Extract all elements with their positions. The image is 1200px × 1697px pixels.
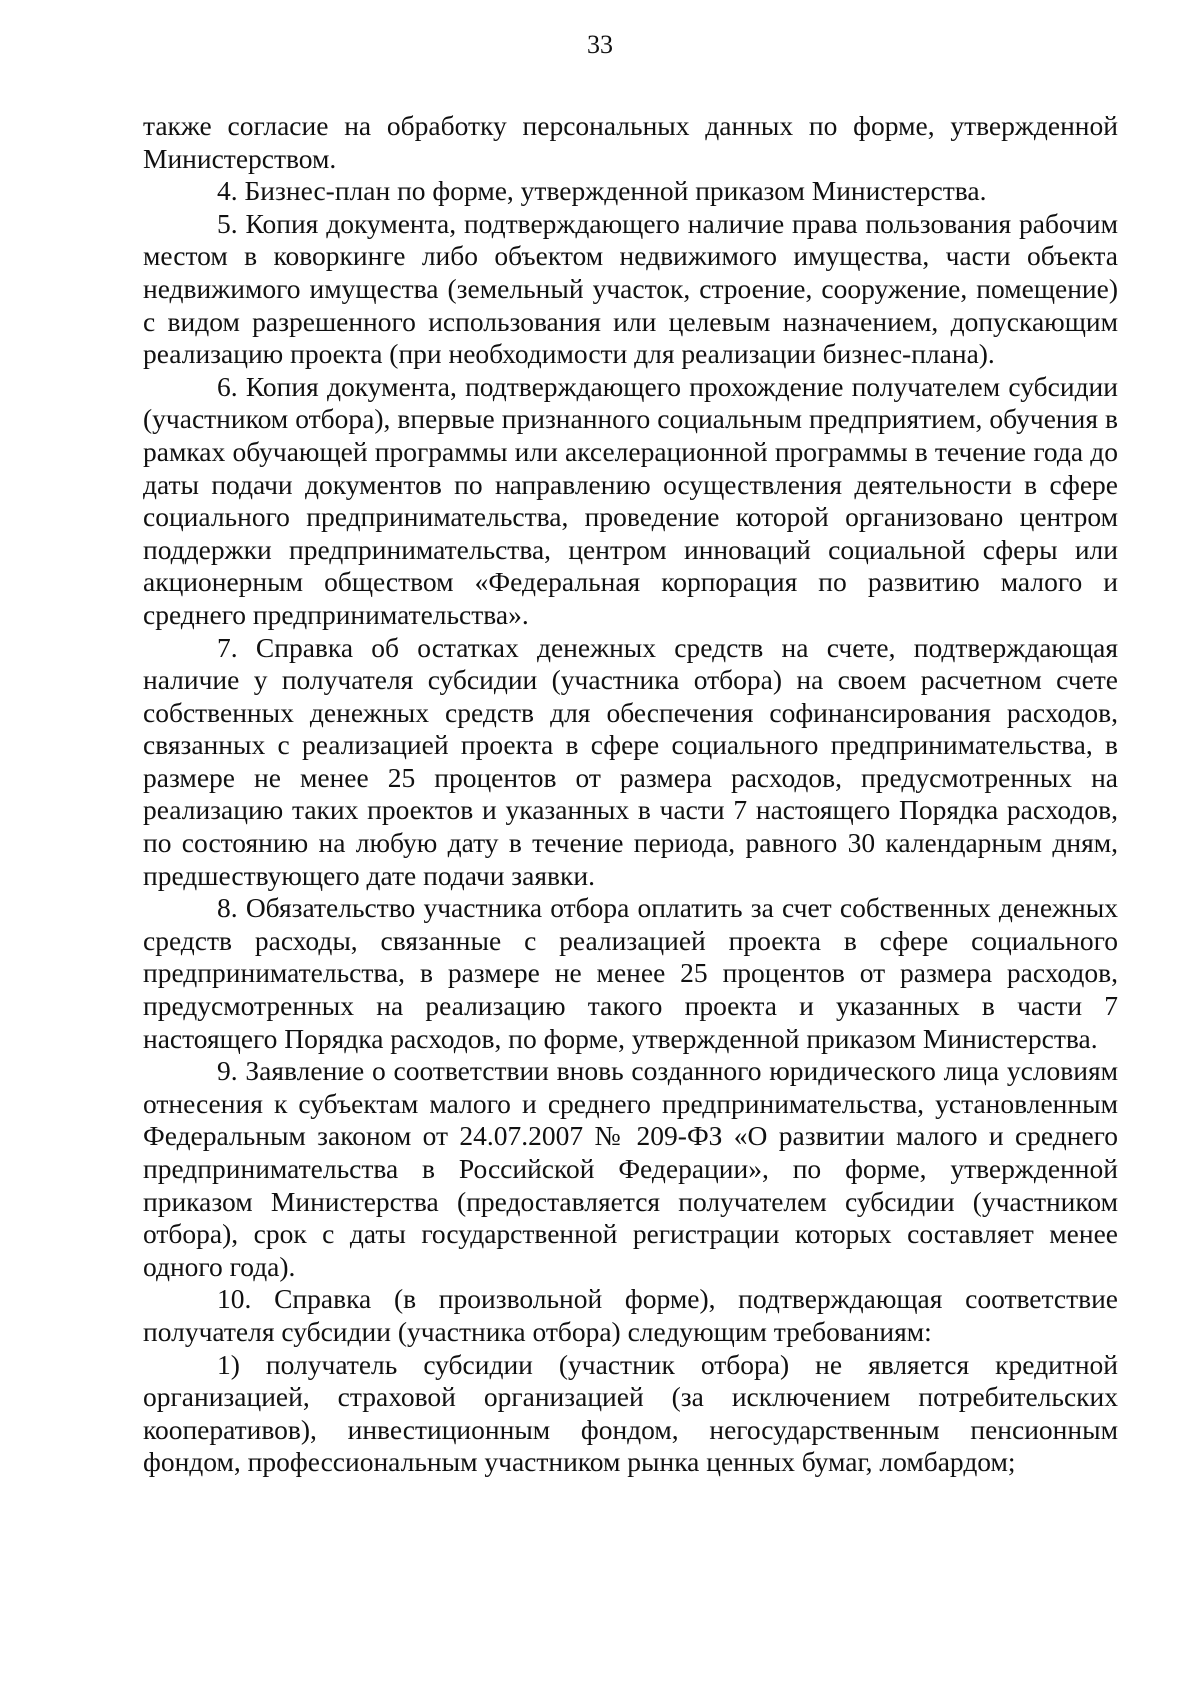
paragraph-item-9: 9. Заявление о соответствии вновь созданного юридического лица условиям отнесения к субъектам малого и среднего предпринимательства, установленным Федеральным законом от 24.07.2007 № 209-ФЗ «О развитии малого и среднего предпринимательства в Российской Федерации», по форме, утвержденной приказом Министерства (предоставляется получателем субсидии (участником отбора), срок с даты государственной регистрации которых составляет менее одного года).: [143, 1055, 1118, 1282]
paragraph-item-7: 7. Справка об остатках денежных средств на счете, подтверждающая наличие у получателя субсидии (участника отбора) на своем расчетном счете собственных денежных средств для обеспечения софинансирования расходов, связанных с реализацией проекта в сфере социального предпринимательства, в размере не менее 25 процентов от размера расходов, предусмотренных на реализацию таких проектов и указанных в части 7 настоящего Порядка расходов, по состоянию на любую дату в течение периода, равного 30 календарным дням, предшествующего дате подачи заявки.: [143, 631, 1118, 891]
paragraph-continuation: также согласие на обработку персональных данных по форме, утвержденной Министерством.: [143, 110, 1118, 174]
page-number: 33: [587, 30, 613, 59]
paragraph-item-6: 6. Копия документа, подтверждающего прохождение получателем субсидии (участником отбора), впервые признанного социальным предприятием, обучения в рамках обучающей программы или акселерационной программы в течение года до даты подачи документов по направлению осуществления деятельности в сфере социального предпринимательства, проведение которой организовано центром поддержки предпринимательства, центром инноваций социальной сферы или акционерным обществом «Федеральная корпорация по развитию малого и среднего предпринимательства».: [143, 370, 1118, 630]
paragraph-item-5: 5. Копия документа, подтверждающего наличие права пользования рабочим местом в коворкинге либо объектом недвижимого имущества, части объекта недвижимого имущества (земельный участок, строение, сооружение, помещение) с видом разрешенного использования или целевым назначением, допускающим реализацию проекта (при необходимости для реализации бизнес-плана).: [143, 207, 1118, 370]
paragraph-item-4: 4. Бизнес-план по форме, утвержденной приказом Министерства.: [217, 175, 987, 207]
paragraph-subitem-1: 1) получатель субсидии (участник отбора) не является кредитной организацией, страховой организацией (за исключением потребительских кооперативов), инвестиционным фондом, негосударственным пенсионным фондом, профессиональным участником рынка ценных бумаг, ломбардом;: [143, 1348, 1118, 1478]
paragraph-item-10: 10. Справка (в произвольной форме), подтверждающая соответствие получателя субсидии (участника отбора) следующим требованиям:: [143, 1283, 1118, 1347]
paragraph-item-8: 8. Обязательство участника отбора оплатить за счет собственных денежных средств расходы, связанные с реализацией проекта в сфере социального предпринимательства, в размере не менее 25 процентов от размера расходов, предусмотренных на реализацию такого проекта и указанных в части 7 настоящего Порядка расходов, по форме, утвержденной приказом Министерства.: [143, 892, 1118, 1054]
document-body: [143, 110, 1118, 1479]
